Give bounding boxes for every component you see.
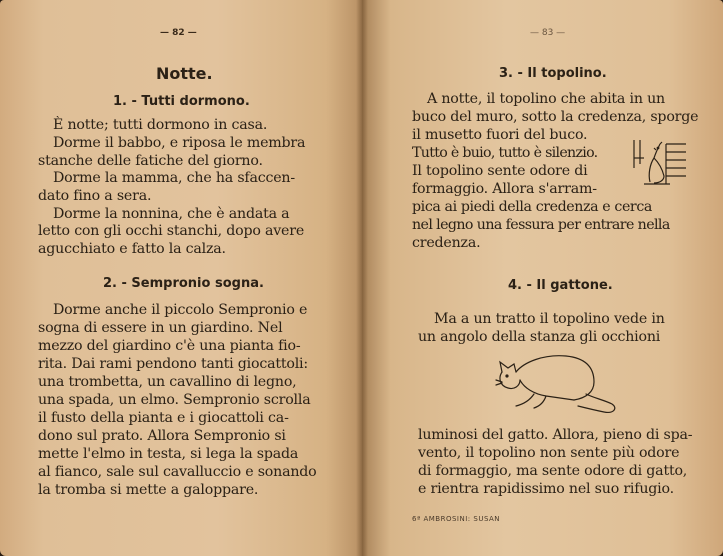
text-line: mezzo del giardino c'è una pianta fio- [38, 338, 301, 354]
text-line: agucchiato e fatto la calza. [38, 241, 226, 257]
text-line: un angolo della stanza gli occhioni [418, 329, 661, 345]
text-line: Tutto è buio, tutto è silenzio. [412, 145, 598, 161]
section-heading: 3. - Il topolino. [499, 66, 607, 81]
text-line: una trombetta, un cavallino di legno, [38, 374, 297, 390]
text-line: Dorme la nonnina, che è andata a [53, 206, 290, 222]
text-line: buco del muro, sotto la credenza, sporge [412, 109, 699, 125]
chapter-title: Notte. [156, 64, 213, 83]
section-heading: 2. - Sempronio sogna. [103, 276, 264, 291]
text-line: dono sul prato. Allora Sempronio si [38, 428, 286, 444]
section-heading: 4. - Il gattone. [508, 278, 613, 293]
text-line: luminosi del gatto. Allora, pieno di spa- [418, 427, 693, 443]
text-line: il fusto della pianta e i giocattoli ca- [38, 410, 289, 426]
text-line: e rientra rapidissimo nel suo rifugio. [418, 481, 674, 497]
text-line: sogna di essere in un giardino. Nel [38, 320, 283, 336]
right-page [362, 0, 723, 556]
text-line: Dorme la mamma, che ha sfaccen- [53, 170, 295, 186]
text-line: al fianco, sale sul cavalluccio e sonando [38, 464, 317, 480]
mouse-illustration [630, 138, 690, 188]
page-number: — 83 — [530, 28, 566, 38]
text-line: il musetto fuori del buco. [412, 127, 588, 143]
text-line: formaggio. Allora s'arram- [412, 181, 597, 197]
page-number: — 82 — [160, 28, 197, 38]
text-line: Dorme il babbo, e riposa le membra [53, 135, 306, 151]
text-line: pica ai piedi della credenza e cerca [412, 199, 652, 215]
text-line: di formaggio, ma sente odore di gatto, [418, 463, 688, 479]
text-line: rita. Dai rami pendono tanti giocattoli: [38, 356, 308, 372]
text-line: mette l'elmo in testa, si lega la spada [38, 446, 299, 462]
printer-signature: 6ª AMBROSINI: SUSAN [412, 515, 501, 523]
text-line: Ma a un tratto il topolino vede in [434, 311, 665, 327]
text-line: stanche delle fatiche del giorno. [38, 153, 263, 169]
text-line: la tromba si mette a galoppare. [38, 482, 259, 498]
text-line: letto con gli occhi stanchi, dopo avere [38, 223, 305, 239]
text-line: Il topolino sente odore di [412, 163, 588, 179]
cat-illustration [494, 348, 624, 420]
text-line: vento, il topolino non sente più odore [418, 445, 680, 461]
text-line: È notte; tutti dormono in casa. [53, 117, 268, 133]
text-line: credenza. [412, 235, 481, 251]
text-line: Dorme anche il piccolo Sempronio e [53, 302, 308, 318]
text-line: A notte, il topolino che abita in un [427, 91, 665, 107]
section-heading: 1. - Tutti dormono. [113, 94, 250, 109]
text-line: nel legno una fessura per entrare nella [412, 217, 670, 233]
text-line: dato fino a sera. [38, 188, 152, 204]
text-line: una spada, un elmo. Sempronio scrolla [38, 392, 311, 408]
